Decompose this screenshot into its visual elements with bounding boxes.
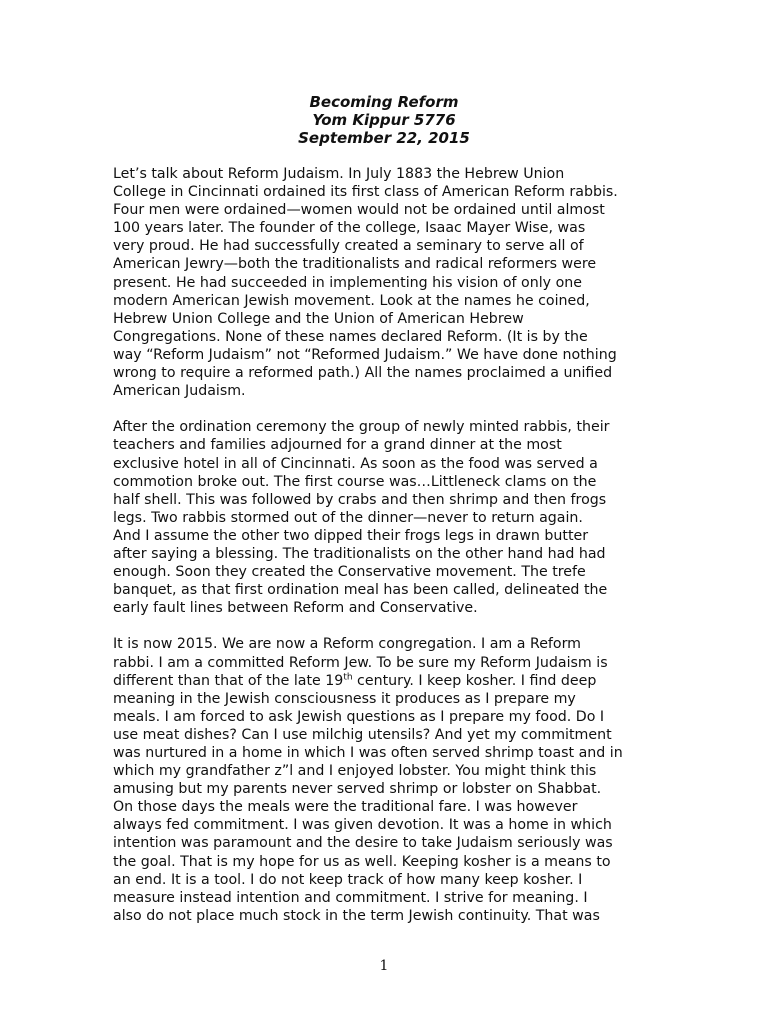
document-body (113, 165, 661, 943)
text-line: commotion broke out. The first course was…Littleneck clams on the (113, 473, 597, 490)
text-line: banquet, as that first ordination meal has been called, delineated the (113, 582, 608, 599)
text-line: amusing but my parents never served shrimp or lobster on Shabbat. (113, 781, 602, 798)
text-line: the goal. That is my hope for us as well. Keeping kosher is a means to (113, 853, 611, 870)
text-fragment: century. I keep kosher. I find deep (352, 672, 597, 689)
text-line: 100 years later. The founder of the college, Isaac Mayer Wise, was (113, 220, 586, 237)
text-line: which my grandfather z”l and I enjoyed lobster. You might think this (113, 763, 597, 780)
text-line: American Jewry—both the traditionalists and radical reformers were (113, 256, 597, 273)
text-line: way “Reform Judaism” not “Reformed Judaism.” We have done nothing (113, 346, 617, 363)
paragraph-3 (113, 635, 661, 925)
text-line: always fed commitment. I was given devotion. It was a home in which (113, 817, 612, 834)
document-title: Becoming Reform (309, 93, 459, 111)
text-line: Four men were ordained—women would not be ordained until almost (113, 202, 605, 219)
page-number: 1 (379, 958, 389, 974)
text-line: It is now 2015. We are now a Reform congregation. I am a Reform (113, 636, 581, 653)
text-line: an end. It is a tool. I do not keep track of how many keep kosher. I (113, 871, 583, 888)
text-line: College in Cincinnati ordained its first class of American Reform rabbis. (113, 184, 618, 201)
text-line: legs. Two rabbis stormed out of the dinner—never to return again. (113, 509, 583, 526)
ordinal-superscript: th (343, 671, 353, 682)
text-line: Hebrew Union College and the Union of American Hebrew (113, 310, 524, 327)
text-line: after saying a blessing. The traditionalists on the other hand had had (113, 545, 606, 562)
text-line: also do not place much stock in the term Jewish continuity. That was (113, 907, 600, 924)
text-line: intention was paramount and the desire to take Judaism seriously was (113, 835, 613, 852)
text-line: enough. Soon they created the Conservative movement. The trefe (113, 564, 586, 581)
text-line: modern American Jewish movement. Look at the names he coined, (113, 292, 590, 309)
text-line: After the ordination ceremony the group of newly minted rabbis, their (113, 419, 610, 436)
text-line: wrong to require a reformed path.) All the names proclaimed a unified (113, 365, 613, 382)
text-line: rabbi. I am a committed Reform Jew. To be sure my Reform Judaism is (113, 654, 608, 671)
paragraph-1 (113, 165, 661, 400)
text-line: Let’s talk about Reform Judaism. In July 1883 the Hebrew Union (113, 166, 565, 182)
document-header (0, 93, 768, 147)
text-line: present. He had succeeded in implementing his vision of only one (113, 274, 582, 291)
text-line-with-superscript (113, 672, 661, 690)
document-date: September 22, 2015 (298, 129, 470, 147)
text-line: was nurtured in a home in which I was often served shrimp toast and in (113, 745, 623, 761)
text-line: exclusive hotel in all of Cincinnati. As soon as the food was served a (113, 455, 598, 472)
document-subtitle: Yom Kippur 5776 (312, 111, 456, 129)
text-line: teachers and families adjourned for a grand dinner at the most (113, 437, 562, 454)
text-line: Congregations. None of these names declared Reform. (It is by the (113, 328, 588, 345)
text-line: very proud. He had successfully created a seminary to serve all of (113, 238, 584, 255)
text-line: And I assume the other two dipped their frogs legs in drawn butter (113, 527, 589, 544)
text-line: measure instead intention and commitment. I strive for meaning. I (113, 889, 588, 906)
text-line: meals. I am forced to ask Jewish questions as I prepare my food. Do I (113, 708, 605, 725)
text-line: American Judaism. (113, 383, 246, 400)
text-fragment: different than that of the late 19 (113, 672, 344, 689)
text-line: half shell. This was followed by crabs and then shrimp and then frogs (113, 491, 607, 508)
text-line: On those days the meals were the traditional fare. I was however (113, 799, 578, 816)
text-line: meaning in the Jewish consciousness it produces as I prepare my (113, 690, 576, 707)
text-line: use meat dishes? Can I use milchig utensils? And yet my commitment (113, 726, 612, 743)
text-line: early fault lines between Reform and Conservative. (113, 600, 478, 617)
paragraph-2 (113, 418, 661, 617)
